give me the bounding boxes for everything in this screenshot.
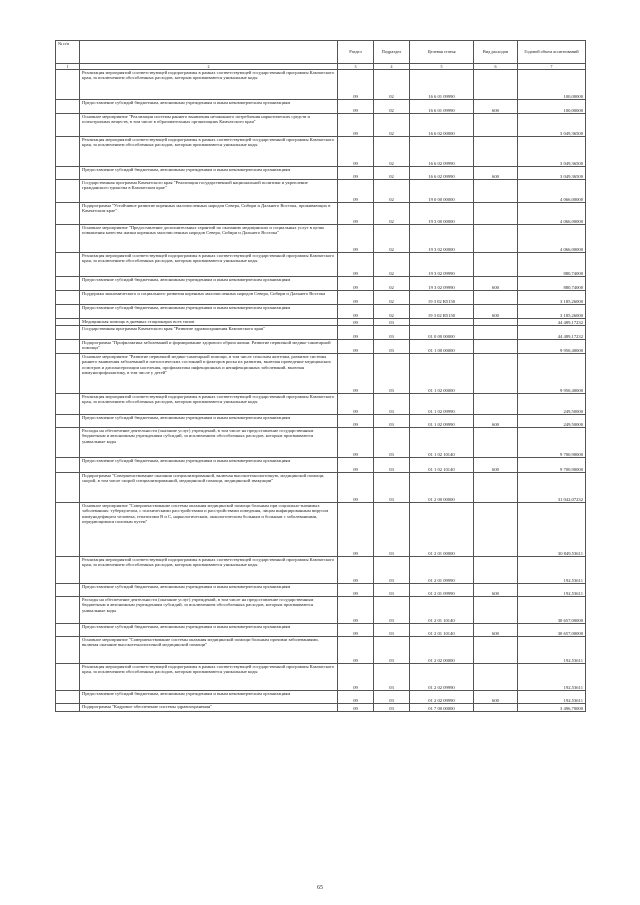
row-name-cell: Предоставление субсидий бюджетным, автономным учреждениям и иным некоммерческим организациям <box>80 624 338 637</box>
row-target-cell: 19 3 02 00000 <box>410 225 474 253</box>
row-amount-cell: 9 700,90000 <box>518 428 586 458</box>
row-subsection-cell: 03 <box>374 428 410 458</box>
header-expense: Вид расходов <box>474 41 518 64</box>
row-amount-cell: 3 049,36500 <box>518 114 586 137</box>
row-subsection-cell: 03 <box>374 624 410 637</box>
row-number-cell <box>56 584 80 597</box>
row-section-cell: 09 <box>338 326 374 340</box>
row-number-cell <box>56 167 80 180</box>
row-section-cell: 09 <box>338 415 374 428</box>
row-section-cell: 09 <box>338 664 374 691</box>
row-expense-type-cell: 600 <box>474 458 518 473</box>
row-target-cell: 16 6 02 00000 <box>410 114 474 137</box>
row-target-cell: 01 2 01 00000 <box>410 503 474 557</box>
row-target-cell: 19 3 02 09990 <box>410 253 474 277</box>
row-number-cell <box>56 624 80 637</box>
row-section-cell: 09 <box>338 704 374 712</box>
row-section-cell: 09 <box>338 277 374 291</box>
row-section-cell: 09 <box>338 691 374 704</box>
header-subsection: Подраздел <box>374 41 410 64</box>
row-target-cell: 01 2 00 00000 <box>410 473 474 503</box>
row-amount-cell: 30 849,53611 <box>518 503 586 557</box>
row-target-cell <box>410 319 474 326</box>
row-amount-cell: 880,74000 <box>518 277 586 291</box>
row-number-cell <box>56 137 80 167</box>
row-number-cell <box>56 458 80 473</box>
column-index: 2 <box>80 64 338 70</box>
row-target-cell: 01 2 02 00000 <box>410 637 474 664</box>
row-amount-cell: 3 496,70000 <box>518 704 586 712</box>
row-amount-cell: 9 700,90000 <box>518 458 586 473</box>
row-target-cell: 01 1 02 10140 <box>410 458 474 473</box>
row-target-cell: 01 2 01 09990 <box>410 584 474 597</box>
row-amount-cell: 31 042,07232 <box>518 473 586 503</box>
table-row <box>56 704 586 712</box>
row-number-cell <box>56 637 80 664</box>
row-subsection-cell: 03 <box>374 326 410 340</box>
row-target-cell: 01 0 00 00000 <box>410 326 474 340</box>
row-section-cell: 09 <box>338 114 374 137</box>
column-index: 5 <box>410 64 474 70</box>
row-number-cell <box>56 253 80 277</box>
row-number-cell <box>56 70 80 100</box>
row-name-cell: Основное мероприятие "Совершенствование системы оказания медицинской помощи больным прочими заболеваниями, включая оказание высокотехнологичной медицинской помощи" <box>80 637 338 664</box>
row-number-cell <box>56 394 80 415</box>
row-amount-cell: 880,74000 <box>518 253 586 277</box>
row-amount-cell: 192,53611 <box>518 584 586 597</box>
row-expense-type-cell <box>474 503 518 557</box>
row-number-cell <box>56 100 80 114</box>
table-row <box>56 624 586 637</box>
row-subsection-cell: 03 <box>374 664 410 691</box>
row-amount-cell: 192,53611 <box>518 557 586 584</box>
row-section-cell: 09 <box>338 225 374 253</box>
row-expense-type-cell: 600 <box>474 100 518 114</box>
row-number-cell <box>56 557 80 584</box>
row-name-cell: Предоставление субсидий бюджетным, автономным учреждениям и иным некоммерческим организациям <box>80 277 338 291</box>
row-number-cell <box>56 704 80 712</box>
row-section-cell: 09 <box>338 253 374 277</box>
row-target-cell: 16 6 01 09990 <box>410 70 474 100</box>
row-section-cell: 09 <box>338 503 374 557</box>
row-amount-cell: 30 657,00000 <box>518 624 586 637</box>
row-section-cell: 09 <box>338 70 374 100</box>
row-expense-type-cell: 600 <box>474 167 518 180</box>
row-section-cell: 09 <box>338 137 374 167</box>
row-expense-type-cell: 600 <box>474 624 518 637</box>
row-name-cell: Реализация мероприятий соответствующей подпрограммы в рамках соответствующей государственной программы Камчатского края, за исключением обособленных расходов, которым присваиваются уникальные коды <box>80 253 338 277</box>
row-subsection-cell: 02 <box>374 203 410 225</box>
row-name-cell: Медицинская помощь в дневных стационарах всех типов <box>80 319 338 326</box>
row-target-cell: 01 2 01 09990 <box>410 557 474 584</box>
row-section-cell: 09 <box>338 624 374 637</box>
row-number-cell <box>56 203 80 225</box>
row-number-cell <box>56 415 80 428</box>
row-section-cell: 09 <box>338 597 374 624</box>
row-section-cell: 09 <box>338 340 374 354</box>
header-amount: Годовой объем ассигнований <box>518 41 586 64</box>
row-section-cell: 09 <box>338 458 374 473</box>
row-number-cell <box>56 503 80 557</box>
row-expense-type-cell <box>474 137 518 167</box>
row-name-cell: Предоставление субсидий бюджетным, автономным учреждениям и иным некоммерческим организациям <box>80 691 338 704</box>
row-name-cell: Предоставление субсидий бюджетным, автономным учреждениям и иным некоммерческим организациям <box>80 100 338 114</box>
row-amount-cell: 9 950,40000 <box>518 354 586 394</box>
row-subsection-cell: 03 <box>374 354 410 394</box>
row-amount-cell: 192,53611 <box>518 664 586 691</box>
table-row <box>56 253 586 277</box>
column-index: 7 <box>518 64 586 70</box>
row-expense-type-cell <box>474 180 518 203</box>
row-subsection-cell: 03 <box>374 691 410 704</box>
row-name-cell: Предоставление субсидий бюджетным, автономным учреждениям и иным некоммерческим организациям <box>80 584 338 597</box>
row-expense-type-cell: 600 <box>474 584 518 597</box>
row-target-cell: 01 7 00 00000 <box>410 704 474 712</box>
header-name <box>80 41 338 64</box>
row-amount-cell: 249,50000 <box>518 415 586 428</box>
column-index: 3 <box>338 64 374 70</box>
row-number-cell <box>56 225 80 253</box>
header-section: Раздел <box>338 41 374 64</box>
row-number-cell <box>56 664 80 691</box>
table-row <box>56 584 586 597</box>
header-num: № п/п <box>56 41 80 64</box>
row-subsection-cell: 03 <box>374 415 410 428</box>
table-row <box>56 100 586 114</box>
row-subsection-cell: 03 <box>374 637 410 664</box>
row-subsection-cell: 02 <box>374 100 410 114</box>
row-expense-type-cell <box>474 664 518 691</box>
table-row <box>56 428 586 458</box>
row-subsection-cell: 02 <box>374 167 410 180</box>
row-number-cell <box>56 326 80 340</box>
row-target-cell: 01 1 02 09990 <box>410 415 474 428</box>
table-row <box>56 291 586 305</box>
row-subsection-cell: 03 <box>374 597 410 624</box>
row-subsection-cell: 02 <box>374 291 410 305</box>
row-section-cell: 09 <box>338 291 374 305</box>
row-amount-cell: 3 049,36500 <box>518 137 586 167</box>
row-subsection-cell: 03 <box>374 319 410 326</box>
column-index: 6 <box>474 64 518 70</box>
row-amount-cell: 4 066,00000 <box>518 180 586 203</box>
row-name-cell: Основное мероприятие "Развитие первичной медико-санитарной помощи, в том числе сельским жителям, развитие системы раннего выявления заболеваний и патологических состояний и факторов риска их развития, включая проведение медицинских осмотров и диспансеризации населения, профилактика инфекционных и неинфекционных заболеваний, включая иммунопрофилактику, в том числе у детей" <box>80 354 338 394</box>
row-subsection-cell: 03 <box>374 394 410 415</box>
table-row <box>56 664 586 691</box>
row-number-cell <box>56 691 80 704</box>
row-target-cell: 19 3 02 R5150 <box>410 291 474 305</box>
table-row <box>56 557 586 584</box>
row-expense-type-cell <box>474 225 518 253</box>
row-amount-cell: 192,53611 <box>518 691 586 704</box>
row-section-cell: 09 <box>338 557 374 584</box>
row-number-cell <box>56 277 80 291</box>
row-expense-type-cell <box>474 326 518 340</box>
budget-table <box>55 40 586 712</box>
row-amount-cell: 4 066,00000 <box>518 225 586 253</box>
row-subsection-cell: 03 <box>374 458 410 473</box>
row-amount-cell: 3 049,36500 <box>518 167 586 180</box>
row-target-cell: 01 1 02 00000 <box>410 354 474 394</box>
row-expense-type-cell <box>474 70 518 100</box>
row-target-cell: 19 3 02 R5150 <box>410 305 474 319</box>
row-expense-type-cell <box>474 291 518 305</box>
table-row <box>56 340 586 354</box>
row-target-cell: 19 3 02 09990 <box>410 277 474 291</box>
table-row <box>56 305 586 319</box>
row-expense-type-cell: 600 <box>474 277 518 291</box>
row-section-cell: 09 <box>338 637 374 664</box>
row-number-cell <box>56 305 80 319</box>
table-row <box>56 394 586 415</box>
row-amount-cell: 3 185,26000 <box>518 305 586 319</box>
table-row <box>56 180 586 203</box>
row-target-cell: 01 1 02 10140 <box>410 428 474 458</box>
row-number-cell <box>56 291 80 305</box>
table-row <box>56 458 586 473</box>
row-name-cell: Подпрограмма "Совершенствование оказания специализированной, включая высокотехнологичную, медицинской помощи, скорой, в том числе скорой специализированной, медицинской помощи, медицинской эвакуации" <box>80 473 338 503</box>
table-row <box>56 70 586 100</box>
table-row <box>56 319 586 326</box>
table-row <box>56 326 586 340</box>
table-row <box>56 503 586 557</box>
row-number-cell <box>56 428 80 458</box>
row-name-cell: Основное мероприятие "Совершенствование системы оказания медицинской помощи больным при социально-значимых заболеваниях: туберкулезом, с психическими расстройствами и расстройствами поведения, лицам инфицированным вирусом иммунодефицита человека, гепатитами B и C, наркологическим, онкологическим больным и больным с заболеваниями, передающимися половым путем" <box>80 503 338 557</box>
table-row <box>56 203 586 225</box>
row-section-cell: 09 <box>338 473 374 503</box>
header-target: Целевая статья <box>410 41 474 64</box>
row-section-cell: 09 <box>338 584 374 597</box>
table-row <box>56 167 586 180</box>
row-name-cell: Подпрограмма "Профилактика заболеваний и формирование здорового образа жизни. Развитие первичной медико-санитарной помощи" <box>80 340 338 354</box>
row-target-cell: 19 0 00 00000 <box>410 180 474 203</box>
row-section-cell: 09 <box>338 428 374 458</box>
row-subsection-cell: 03 <box>374 473 410 503</box>
table-row <box>56 473 586 503</box>
row-number-cell <box>56 114 80 137</box>
row-expense-type-cell <box>474 114 518 137</box>
row-expense-type-cell <box>474 319 518 326</box>
row-number-cell <box>56 180 80 203</box>
row-expense-type-cell <box>474 203 518 225</box>
row-target-cell: 01 2 02 09990 <box>410 664 474 691</box>
row-subsection-cell: 02 <box>374 70 410 100</box>
row-name-cell: Реализация мероприятий соответствующей подпрограммы в рамках соответствующей государственной программы Камчатского края, за исключением обособленных расходов, которым присваиваются уникальные коды <box>80 394 338 415</box>
row-section-cell: 09 <box>338 354 374 394</box>
row-subsection-cell: 03 <box>374 503 410 557</box>
row-expense-type-cell <box>474 394 518 415</box>
row-expense-type-cell <box>474 704 518 712</box>
row-amount-cell: 3 185,26000 <box>518 291 586 305</box>
row-amount-cell: 44 489,17232 <box>518 326 586 340</box>
row-amount-cell: 249,50000 <box>518 394 586 415</box>
row-subsection-cell: 02 <box>374 305 410 319</box>
row-target-cell: 19 3 00 00000 <box>410 203 474 225</box>
table-row <box>56 415 586 428</box>
row-name-cell: Основное мероприятие "Предоставление дополнительных гарантий по оказанию медицинских и социальных услуг в целях повышения качества жизни коренных малочисленных народов Севера, Сибири и Дальнего Востока" <box>80 225 338 253</box>
row-name-cell: Государственная программа Камчатского края "Развитие здравоохранения Камчатского края" <box>80 326 338 340</box>
row-subsection-cell: 03 <box>374 557 410 584</box>
row-expense-type-cell <box>474 597 518 624</box>
table-row <box>56 354 586 394</box>
row-subsection-cell: 02 <box>374 137 410 167</box>
row-expense-type-cell: 600 <box>474 305 518 319</box>
row-subsection-cell: 03 <box>374 584 410 597</box>
row-name-cell: Поддержка экономического и социального развития коренных малочисленных народов Севера, Сибири и Дальнего Востока <box>80 291 338 305</box>
row-subsection-cell: 02 <box>374 114 410 137</box>
row-expense-type-cell <box>474 637 518 664</box>
table-row <box>56 637 586 664</box>
row-expense-type-cell <box>474 340 518 354</box>
row-name-cell: Подпрограмма "Кадровое обеспечение системы здравоохранения" <box>80 704 338 712</box>
row-section-cell: 09 <box>338 203 374 225</box>
row-section-cell: 09 <box>338 167 374 180</box>
table-body <box>56 70 586 712</box>
row-number-cell <box>56 340 80 354</box>
row-section-cell: 09 <box>338 305 374 319</box>
row-target-cell: 16 6 01 09990 <box>410 100 474 114</box>
row-name-cell: Предоставление субсидий бюджетным, автономным учреждениям и иным некоммерческим организациям <box>80 167 338 180</box>
row-amount-cell: 9 950,40000 <box>518 340 586 354</box>
row-expense-type-cell <box>474 473 518 503</box>
row-subsection-cell: 02 <box>374 225 410 253</box>
table-row <box>56 225 586 253</box>
row-target-cell: 16 6 02 09990 <box>410 167 474 180</box>
row-name-cell: Реализация мероприятий соответствующей подпрограммы в рамках соответствующей государственной программы Камчатского края, за исключением обособленных расходов, которым присваиваются уникальные коды <box>80 557 338 584</box>
row-subsection-cell: 03 <box>374 704 410 712</box>
row-number-cell <box>56 319 80 326</box>
row-name-cell: Основное мероприятие "Реализация системы раннего выявления незаконного потребления наркотических средств и психотропных веществ, в том числе в образовательных организациях Камчатского края" <box>80 114 338 137</box>
row-name-cell: Предоставление субсидий бюджетным, автономным учреждениям и иным некоммерческим организациям <box>80 305 338 319</box>
row-number-cell <box>56 354 80 394</box>
row-name-cell: Реализация мероприятий соответствующей подпрограммы в рамках соответствующей государственной программы Камчатского края, за исключением обособленных расходов, которым присваиваются уникальные коды <box>80 70 338 100</box>
row-amount-cell: 30 657,00000 <box>518 597 586 624</box>
row-target-cell: 01 2 01 10140 <box>410 624 474 637</box>
row-section-cell: 09 <box>338 180 374 203</box>
row-target-cell: 01 2 02 09990 <box>410 691 474 704</box>
row-expense-type-cell <box>474 253 518 277</box>
table-row <box>56 114 586 137</box>
row-name-cell: Реализация мероприятий соответствующей подпрограммы в рамках соответствующей государственной программы Камчатского края, за исключением обособленных расходов, которым присваиваются уникальные коды <box>80 664 338 691</box>
row-amount-cell: 44 489,17232 <box>518 319 586 326</box>
table-row <box>56 137 586 167</box>
row-name-cell: Реализация мероприятий соответствующей подпрограммы в рамках соответствующей государственной программы Камчатского края, за исключением обособленных расходов, которым присваиваются уникальные коды <box>80 137 338 167</box>
row-section-cell: 09 <box>338 319 374 326</box>
row-target-cell: 01 2 01 10140 <box>410 597 474 624</box>
row-number-cell <box>56 473 80 503</box>
row-section-cell: 09 <box>338 100 374 114</box>
row-subsection-cell: 02 <box>374 180 410 203</box>
column-index: 4 <box>374 64 410 70</box>
row-amount-cell: 4 066,00000 <box>518 203 586 225</box>
table-row <box>56 691 586 704</box>
column-index: 1 <box>56 64 80 70</box>
row-amount-cell: 100,00000 <box>518 100 586 114</box>
row-expense-type-cell: 600 <box>474 415 518 428</box>
row-number-cell <box>56 597 80 624</box>
table-header <box>56 41 586 70</box>
table-row <box>56 597 586 624</box>
row-expense-type-cell: 600 <box>474 691 518 704</box>
row-subsection-cell: 02 <box>374 253 410 277</box>
row-expense-type-cell <box>474 354 518 394</box>
row-section-cell: 09 <box>338 394 374 415</box>
document-page <box>55 40 585 712</box>
row-subsection-cell: 03 <box>374 340 410 354</box>
row-amount-cell: 100,00000 <box>518 70 586 100</box>
row-name-cell: Расходы на обеспечение деятельности (оказание услуг) учреждений, в том числе на предоставление государственным бюджетным и автономным учреждениям субсидий, за исключением обособленных расходов, которым присваиваются уникальные коды <box>80 428 338 458</box>
row-expense-type-cell <box>474 428 518 458</box>
row-name-cell: Подпрограмма "Устойчивое развитие коренных малочисленных народов Севера, Сибири и Дальнего Востока, проживающих в Камчатском крае" <box>80 203 338 225</box>
row-amount-cell: 192,53611 <box>518 637 586 664</box>
row-name-cell: Предоставление субсидий бюджетным, автономным учреждениям и иным некоммерческим организациям <box>80 458 338 473</box>
row-name-cell: Расходы на обеспечение деятельности (оказание услуг) учреждений, в том числе на предоставление государственным бюджетным и автономным учреждениям субсидий, за исключением обособленных расходов, которым присваиваются уникальные коды <box>80 597 338 624</box>
row-name-cell: Государственная программа Камчатского края "Реализация государственной национальной политики и укрепление гражданского единства в Камчатском крае" <box>80 180 338 203</box>
row-target-cell: 16 6 02 09990 <box>410 137 474 167</box>
page-number: 65 <box>317 885 323 891</box>
row-subsection-cell: 02 <box>374 277 410 291</box>
table-row <box>56 277 586 291</box>
row-name-cell: Предоставление субсидий бюджетным, автономным учреждениям и иным некоммерческим организациям <box>80 415 338 428</box>
row-expense-type-cell <box>474 557 518 584</box>
row-target-cell: 01 1 02 09990 <box>410 394 474 415</box>
row-target-cell: 01 1 00 00000 <box>410 340 474 354</box>
